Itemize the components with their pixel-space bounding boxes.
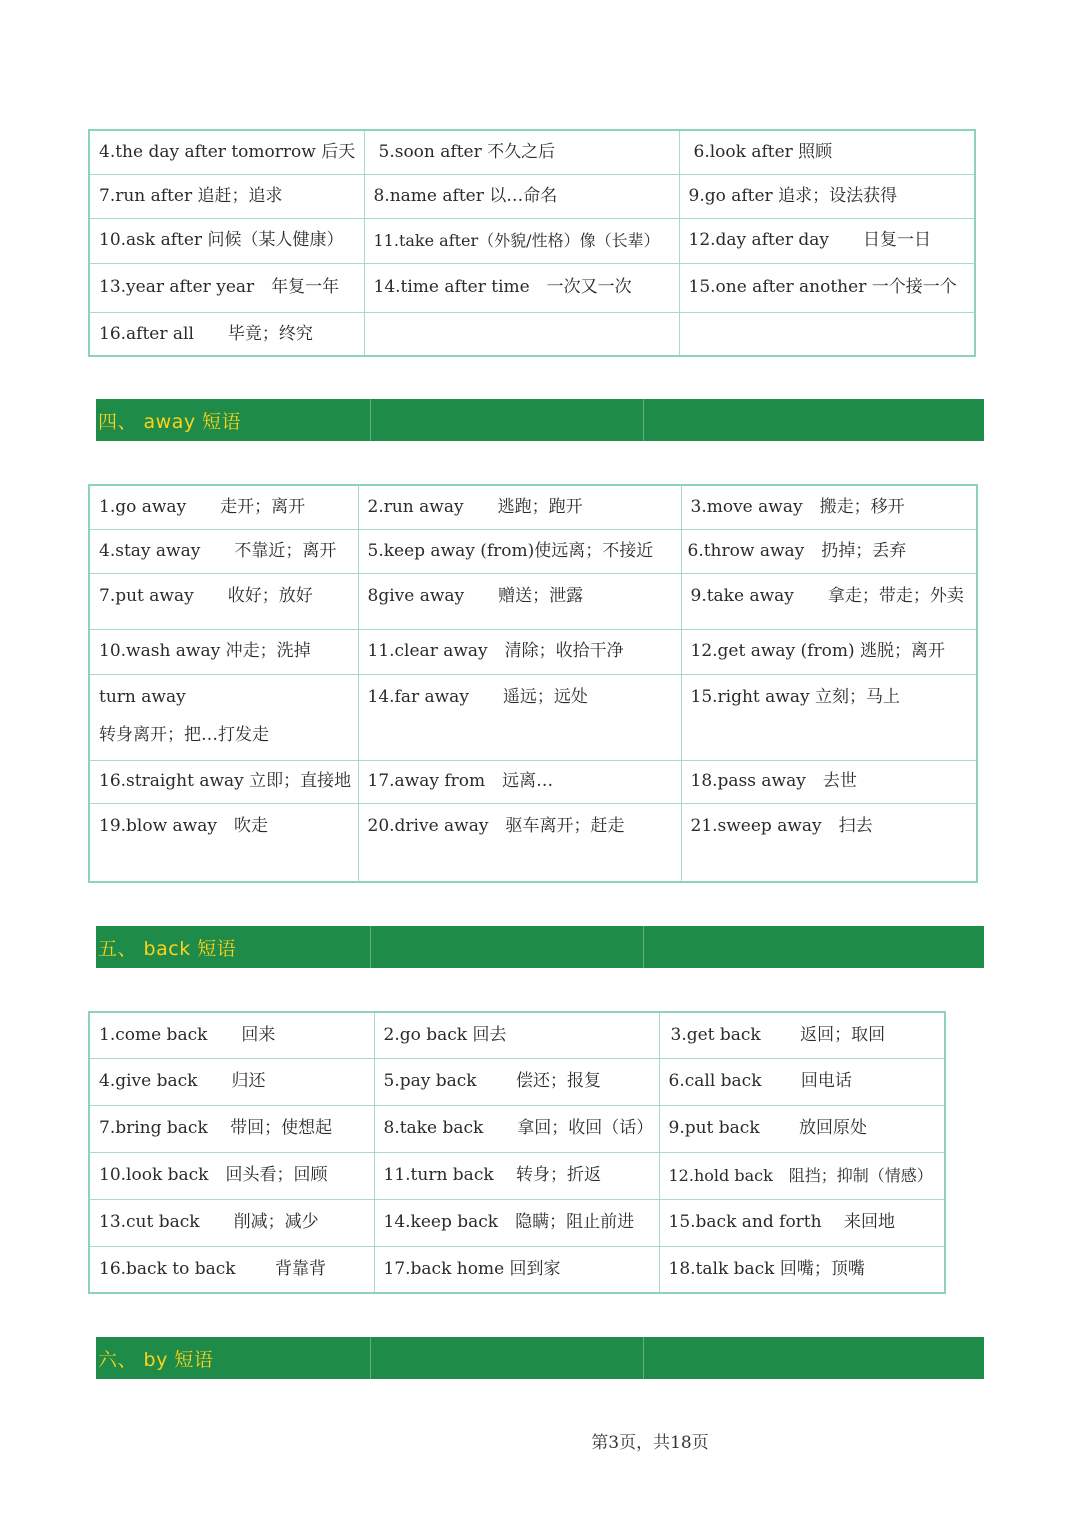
table-cell: 7.put away 收好；放好 — [89, 573, 358, 629]
section-header-cell — [371, 1337, 644, 1379]
table-cell: 18.talk back 回嘴；顶嘴 — [659, 1246, 945, 1293]
table-cell: 4.the day after tomorrow 后天 — [89, 130, 364, 174]
table-cell: 7.bring back 带回；使想起 — [89, 1105, 374, 1152]
table-cell: 5.soon after 不久之后 — [364, 130, 679, 174]
table-row — [89, 1152, 945, 1199]
table-cell: 11.take after（外貌/性格）像（长辈） — [364, 218, 679, 263]
table-cell: 9.put back 放回原处 — [659, 1105, 945, 1152]
table-cell: 6.throw away 扔掉；丢弃 — [681, 529, 977, 573]
table-cell — [364, 312, 679, 356]
table-cell: 15.one after another 一个接一个 — [679, 263, 975, 312]
table-row — [89, 485, 977, 529]
table-cell: 8give away 赠送；泄露 — [358, 573, 681, 629]
table-cell: 2.go back 回去 — [374, 1012, 659, 1058]
table-cell: 4.stay away 不靠近；离开 — [89, 529, 358, 573]
table-cell — [89, 674, 358, 760]
table-cell: 1.come back 回来 — [89, 1012, 374, 1058]
table-cell: 2.run away 逃跑；跑开 — [358, 485, 681, 529]
table-cell: 9.take away 拿走；带走；外卖 — [681, 573, 977, 629]
table-cell: 15.back and forth 来回地 — [659, 1199, 945, 1246]
table-cell: 7.run after 追赶；追求 — [89, 174, 364, 218]
table-row — [89, 1246, 945, 1293]
table-row — [89, 803, 977, 882]
table-cell: 19.blow away 吹走 — [89, 803, 358, 882]
after-phrases-table — [88, 129, 976, 357]
section-title: 六、 by 短语 — [98, 1348, 214, 1371]
table-cell: 14.time after time 一次又一次 — [364, 263, 679, 312]
table-cell: 17.back home 回到家 — [374, 1246, 659, 1293]
table-row — [89, 130, 975, 174]
section-header-cell — [96, 926, 371, 968]
table-cell: 12.get away (from) 逃脱；离开 — [681, 629, 977, 674]
table-cell: 18.pass away 去世 — [681, 760, 977, 803]
section-header-cell — [96, 399, 371, 441]
table-row — [89, 1199, 945, 1246]
table-cell: 11.clear away 清除；收拾干净 — [358, 629, 681, 674]
table-cell: 12.hold back 阻挡；抑制（情感） — [659, 1152, 945, 1199]
section-header-cell — [644, 399, 984, 441]
table-cell: 6.call back 回电话 — [659, 1058, 945, 1105]
table-cell: 16.back to back 背靠背 — [89, 1246, 374, 1293]
table-cell: 16.after all 毕竟；终究 — [89, 312, 364, 356]
section-header-cell — [371, 399, 644, 441]
table-row — [89, 174, 975, 218]
table-cell: 3.move away 搬走；移开 — [681, 485, 977, 529]
table-row — [89, 263, 975, 312]
section-title: 五、 back 短语 — [98, 937, 237, 960]
table-cell: 21.sweep away 扫去 — [681, 803, 977, 882]
table-cell: 5.pay back 偿还；报复 — [374, 1058, 659, 1105]
table-cell: 10.wash away 冲走；洗掉 — [89, 629, 358, 674]
section-header-cell — [644, 926, 984, 968]
section-header-away — [96, 399, 984, 441]
section-header-back — [96, 926, 984, 968]
table-cell: 10.ask after 问候（某人健康） — [89, 218, 364, 263]
table-cell: 9.go after 追求；设法获得 — [679, 174, 975, 218]
table-cell: 4.give back 归还 — [89, 1058, 374, 1105]
table-cell: 6.look after 照顾 — [679, 130, 975, 174]
table-row — [89, 760, 977, 803]
back-phrases-table — [88, 1011, 946, 1294]
phrase-meaning: 转身离开；把…打发走 — [99, 724, 269, 745]
section-header-cell — [96, 1337, 371, 1379]
table-row — [89, 629, 977, 674]
table-cell: 13.cut back 削减；减少 — [89, 1199, 374, 1246]
section-header-by — [96, 1337, 984, 1379]
table-row — [89, 1105, 945, 1152]
table-cell: 5.keep away (from)使远离；不接近 — [358, 529, 681, 573]
section-title: 四、 away 短语 — [98, 410, 242, 433]
table-row — [89, 1012, 945, 1058]
table-cell — [679, 312, 975, 356]
table-cell: 11.turn back 转身；折返 — [374, 1152, 659, 1199]
table-cell: 8.take back 拿回；收回（话） — [374, 1105, 659, 1152]
away-phrases-table — [88, 484, 978, 883]
section-header-cell — [371, 926, 644, 968]
table-cell: 13.year after year 年复一年 — [89, 263, 364, 312]
section-header-cell — [644, 1337, 984, 1379]
table-row — [89, 674, 977, 760]
page-number: 第3页，共18页 — [591, 1433, 709, 1453]
table-cell: 16.straight away 立即；直接地 — [89, 760, 358, 803]
table-cell: 20.drive away 驱车离开；赶走 — [358, 803, 681, 882]
table-row — [89, 529, 977, 573]
table-cell: 12.day after day 日复一日 — [679, 218, 975, 263]
table-cell: 14.keep back 隐瞒；阻止前进 — [374, 1199, 659, 1246]
table-cell: 3.get back 返回；取回 — [659, 1012, 945, 1058]
table-cell: 10.look back 回头看；回顾 — [89, 1152, 374, 1199]
table-row — [89, 312, 975, 356]
table-row — [89, 218, 975, 263]
table-row — [89, 573, 977, 629]
table-row — [89, 1058, 945, 1105]
table-cell: 17.away from 远离… — [358, 760, 681, 803]
phrase-text: turn away — [99, 686, 186, 707]
table-cell: 15.right away 立刻；马上 — [681, 674, 977, 760]
table-cell: 1.go away 走开；离开 — [89, 485, 358, 529]
table-cell: 8.name after 以…命名 — [364, 174, 679, 218]
table-cell: 14.far away 遥远；远处 — [358, 674, 681, 760]
